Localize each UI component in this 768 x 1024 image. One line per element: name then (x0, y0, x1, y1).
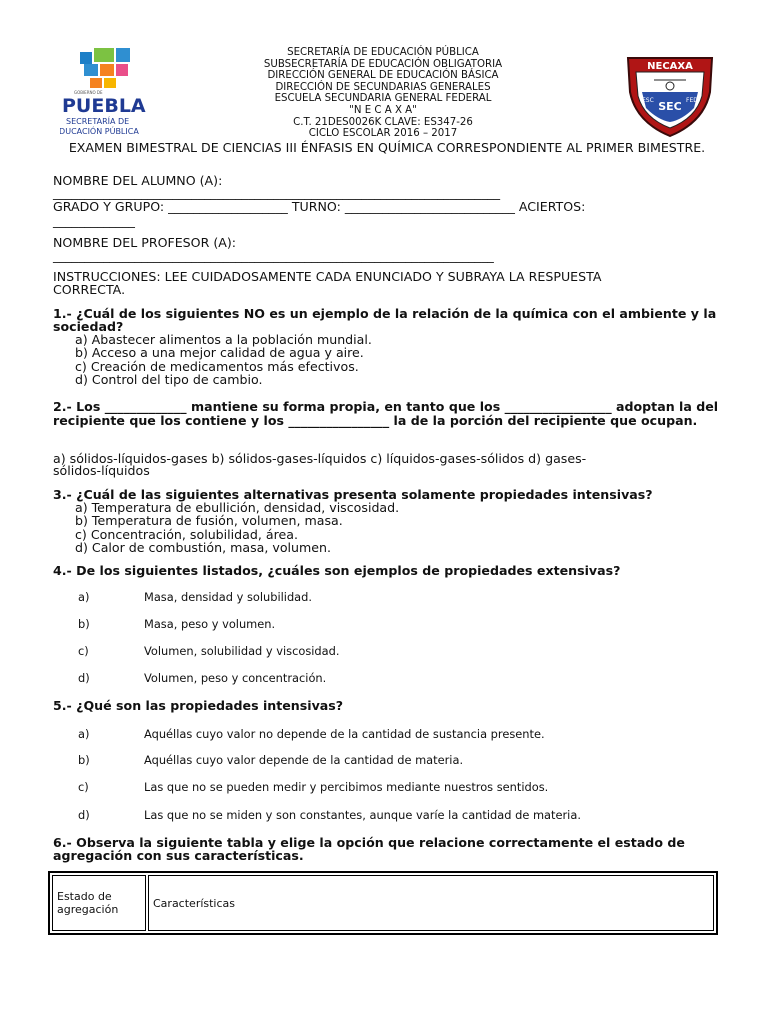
instructions: INSTRUCCIONES: LEE CUIDADOSAMENTE CADA ENUNCIADO Y SUBRAYA LA RESPUESTA CORRECTA. (53, 269, 602, 298)
option[interactable]: d) Control del tipo de cambio. (75, 371, 263, 387)
table-header-characteristics: Características (148, 875, 714, 931)
student-name-label: NOMBRE DEL ALUMNO (A): (53, 173, 223, 188)
question-3: 3.- ¿Cuál de las siguientes alternativas presenta solamente propiedades intensivas? (53, 487, 653, 502)
teacher-name-label: NOMBRE DEL PROFESOR (A): (53, 235, 237, 250)
option[interactable]: c) Concentración, solubilidad, área. (75, 526, 298, 542)
question-6: 6.- Observa la siguiente tabla y elige la opción que relacione correctamente el estado de agregación con sus características. (53, 835, 685, 864)
header-line: ESCUELA SECUNDARIA GENERAL FEDERAL (274, 93, 492, 105)
header-line: DIRECCIÓN GENERAL DE EDUCACIÓN BÁSICA (267, 70, 499, 82)
teacher-name-field[interactable]: ______________________________________________________________________ (53, 248, 494, 263)
question-2-options-cont[interactable]: sólidos-líquidos (53, 463, 150, 478)
option[interactable]: d) Calor de combustión, masa, volumen. (75, 539, 332, 555)
option[interactable]: b) Acceso a una mejor calidad de agua y aire. (75, 345, 364, 361)
svg-text:SEC: SEC (658, 100, 682, 113)
header-line: SUBSECRETARÍA DE EDUCACIÓN OBLIGATORIA (263, 58, 503, 70)
svg-text:PUEBLA: PUEBLA (62, 95, 146, 117)
states-table (48, 871, 718, 935)
option[interactable]: a) Abastecer alimentos a la población mundial. (75, 332, 372, 347)
header-line: SECRETARÍA DE EDUCACIÓN PÚBLICA (287, 47, 479, 58)
student-name-field[interactable]: _______________________________________________________________________ (53, 185, 501, 200)
grade-group-shift-line[interactable]: GRADO Y GRUPO: ___________________ TURNO: ___________________________ ACIERTOS: (53, 199, 586, 214)
school-header (190, 47, 576, 140)
question-2: 2.- Los _____________ mantiene su forma propia, en tanto que los _________________ adoptan la del recipiente que los contiene y los ________________ la de la porción del recipiente que ocupan. (53, 399, 719, 428)
svg-text:SECRETARÍA DE: SECRETARÍA DE (66, 117, 130, 126)
svg-text:GOBIERNO DE: GOBIERNO DE (74, 90, 103, 95)
question-5: 5.- ¿Qué son las propiedades intensivas? (53, 698, 344, 713)
header-line: "N E C A X A" (349, 104, 417, 116)
score-field[interactable]: _____________ (53, 213, 135, 228)
option[interactable]: c) Creación de medicamentos más efectivos. (75, 358, 359, 374)
header-line: CICLO ESCOLAR 2016 – 2017 (308, 128, 458, 140)
svg-text:NECAXA: NECAXA (647, 61, 693, 72)
necaxa-school-logo (624, 52, 716, 138)
svg-text:EDUCACIÓN PÚBLICA: EDUCACIÓN PÚBLICA (60, 127, 139, 136)
exam-title: EXAMEN BIMESTRAL DE CIENCIAS III ÉNFASIS EN QUÍMICA CORRESPONDIENTE AL PRIMER BIMESTRE. (68, 140, 706, 155)
svg-text:ESC: ESC (642, 97, 654, 104)
question-2-options[interactable]: a) sólidos-líquidos-gases b) sólidos-gases-líquidos c) líquidos-gases-sólidos d) gases- (53, 451, 587, 466)
header-line: C.T. 21DES0026K CLAVE: ES347-26 (293, 116, 473, 128)
table-header-state: Estado de agregación (52, 875, 146, 931)
question-3-options (75, 501, 399, 554)
option[interactable]: b) Temperatura de fusión, volumen, masa. (75, 513, 343, 529)
question-1-options (75, 333, 372, 386)
svg-text:FED: FED (686, 97, 698, 104)
question-4: 4.- De los siguientes listados, ¿cuáles son ejemplos de propiedades extensivas? (53, 563, 621, 578)
option[interactable]: a) Temperatura de ebullición, densidad, viscosidad. (75, 500, 400, 515)
puebla-sep-logo (60, 46, 150, 144)
question-1: 1.- ¿Cuál de los siguientes NO es un ejemplo de la relación de la química con el ambiente y la sociedad? (53, 306, 717, 335)
header-line: DIRECCIÓN DE SECUNDARIAS GENERALES (275, 81, 491, 93)
